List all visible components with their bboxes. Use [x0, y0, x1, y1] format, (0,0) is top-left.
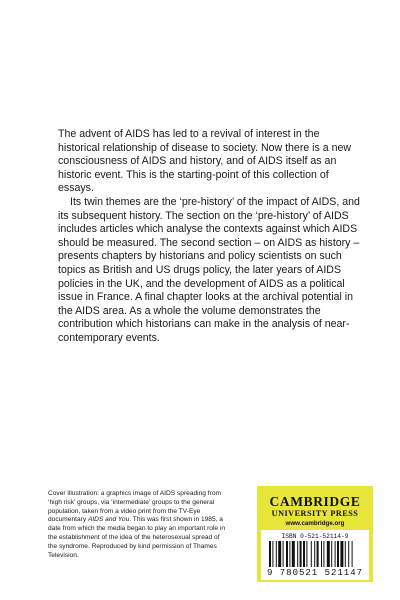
barcode-image: [269, 541, 361, 567]
cover-illustration-caption: [48, 490, 228, 560]
isbn-label: ISBN 0-521-52114-9: [281, 533, 349, 540]
publisher-panel: [257, 486, 373, 582]
ean-number: 9 780521 521147: [266, 568, 363, 578]
publisher-website: www.cambridge.org: [285, 520, 345, 527]
back-cover-blurb: [58, 128, 364, 346]
caption-text-start: Cover illustration: a graphics image of AIDS spreading from ‘high risk’ groups, via ‘intermediate’ groups to the general population, taken from a video print from the TV-Eye documentary: [48, 490, 221, 524]
blurb-paragraph-1: The advent of AIDS has led to a revival of interest in the historical relationship of disease to society. Now there is a new consciousness of AIDS and history, and of AIDS itself as an historic event. This is the starting-point of this collection of essays.: [58, 128, 352, 195]
caption-text-end: . This was first shown in 1985, a date from which the media began to play an important role in the establishment of the idea of the heterosexual spread of the syndrome. Reproduced by kind permission of Thames Television.: [48, 516, 226, 559]
publisher-subtitle: UNIVERSITY PRESS: [271, 509, 359, 518]
blurb-paragraph-2: Its twin themes are the ‘pre-history’ of the impact of AIDS, and its subsequent history. The section on the ‘pre-history’ of AIDS includes articles which analyse the contexts against which AIDS should be measured. The second section – on AIDS as history – presents chapters by historians and policy scientists on such topics as British and US drugs policy, the later years of AIDS policies in the UK, and the development of AIDS as a political issue in France. A final chapter looks at the archival potential in the AIDS area. As a whole the volume demonstrates the contribution which historians can make in the analysis of near-contemporary events.: [58, 195, 360, 344]
caption-documentary-title: AIDS and You: [87, 516, 130, 524]
publisher-name: CAMBRIDGE: [269, 494, 361, 509]
barcode-box: [261, 530, 369, 580]
